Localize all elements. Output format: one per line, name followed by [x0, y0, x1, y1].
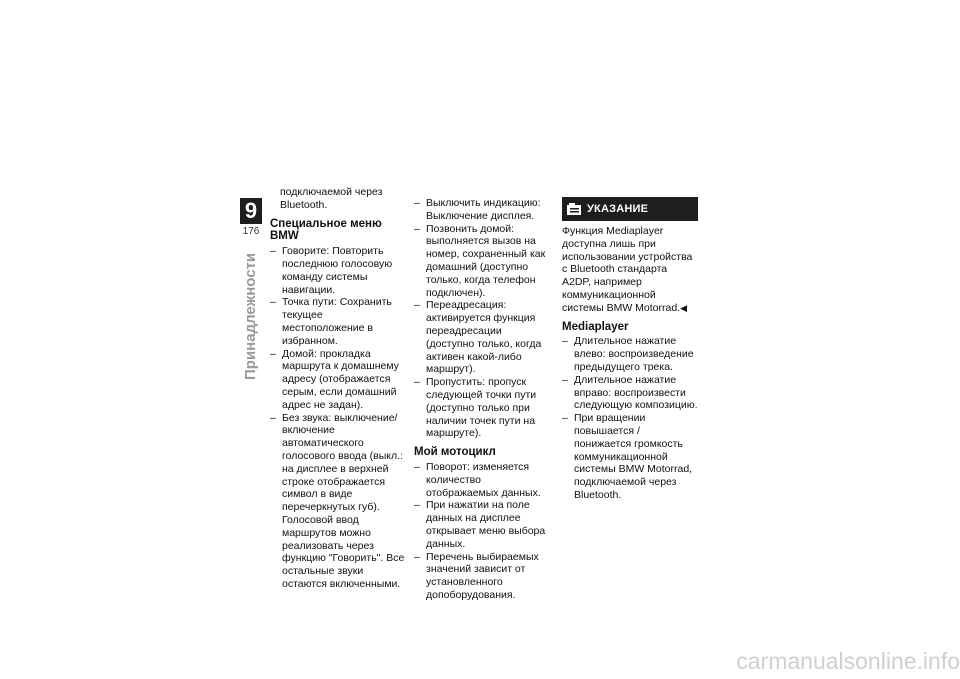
note-title: УКАЗАНИЕ — [587, 202, 649, 215]
dash-bullet: – — [270, 245, 276, 258]
section-heading-my-motorcycle: Мой мотоцикл — [414, 446, 496, 459]
list-item: – Длительное нажатие вправо: воспроизвести следующую композицию. — [562, 373, 698, 412]
dash-bullet: – — [414, 376, 420, 389]
dash-bullet: – — [414, 550, 420, 563]
list-item: – Длительное нажатие влево: воспроизведение предыдущего трека. — [562, 335, 694, 373]
dash-bullet: – — [562, 412, 568, 425]
list-item: – Переадресация: активируется функция переадресации (доступно только, когда активен какой-либо маршрут). — [414, 299, 542, 376]
dash-bullet: – — [414, 460, 420, 473]
dash-bullet: – — [414, 299, 420, 312]
continuation-text: подключаемой через Bluetooth. — [280, 186, 383, 211]
chapter-number-badge: 9 — [240, 198, 262, 224]
list-item: – Говорите: Повторить последнюю голосовую команду системы навигации. — [270, 245, 393, 296]
list-item: – Перечень выбираемых значений зависит от установленного допоборудования. — [414, 550, 539, 601]
list-item: – Поворот: изменяется количество отображаемых данных. — [414, 460, 541, 499]
watermark-text: carmanualsonline.info — [736, 648, 960, 674]
list-item: – Пропустить: пропуск следующей точки пути (доступно только при наличии точек пути на маршруте). — [414, 376, 537, 440]
list-item: – Выключить индикацию: Выключение дисплея. — [414, 197, 541, 222]
text-column-1 — [270, 186, 405, 591]
chapter-side-title: Принадлежности — [242, 252, 259, 380]
note-hand-icon — [566, 202, 582, 216]
text-column-2 — [414, 197, 550, 602]
dash-bullet: – — [414, 499, 420, 512]
note-header — [562, 197, 698, 221]
list-item: – Точка пути: Сохранить текущее местоположение в избранном. — [270, 296, 392, 347]
list-item: – При нажатии на поле данных на дисплее открывает меню выбора данных. — [414, 499, 546, 550]
dash-bullet: – — [270, 347, 276, 360]
dash-bullet: – — [414, 197, 420, 209]
list-item: – Без звука: выключение/включение автоматического голосового ввода (выкл.: на дисплее в верхней строке отображается символ в виде перечеркнутых губ). Голосовой ввод маршрутов можно реализовать через функцию "Говорить". Все остальные звуки остаются включенными. — [270, 411, 405, 590]
list-item: – Домой: прокладка маршрута к домашнему адресу (отображается серым, если домашний адрес не задан). — [270, 347, 399, 411]
dash-bullet: – — [562, 373, 568, 386]
page-number: 176 — [242, 226, 260, 237]
list-item: – Позвонить домой: выполняется вызов на номер, сохраненный как домашний (доступно только, когда телефон подключен). — [414, 222, 546, 299]
list-item: – При вращении повышается / понижается громкость коммуникационной системы BMW Motorrad, подключаемой через Bluetooth. — [562, 412, 693, 501]
text-column-3 — [562, 197, 698, 502]
dash-bullet: – — [414, 222, 420, 235]
dash-bullet: – — [562, 335, 568, 348]
section-heading-bmw-menu: Специальное меню BMW — [270, 217, 382, 243]
note-text: Функция Mediaplayer доступна лишь при использовании устройства с Bluetooth стандарта A2DP, например коммуникационной системы BMW Motorrad.◀ — [562, 225, 693, 314]
section-heading-mediaplayer: Mediaplayer — [562, 320, 629, 333]
dash-bullet: – — [270, 411, 276, 424]
dash-bullet: – — [270, 296, 276, 309]
end-marker-icon: ◀ — [680, 302, 688, 313]
